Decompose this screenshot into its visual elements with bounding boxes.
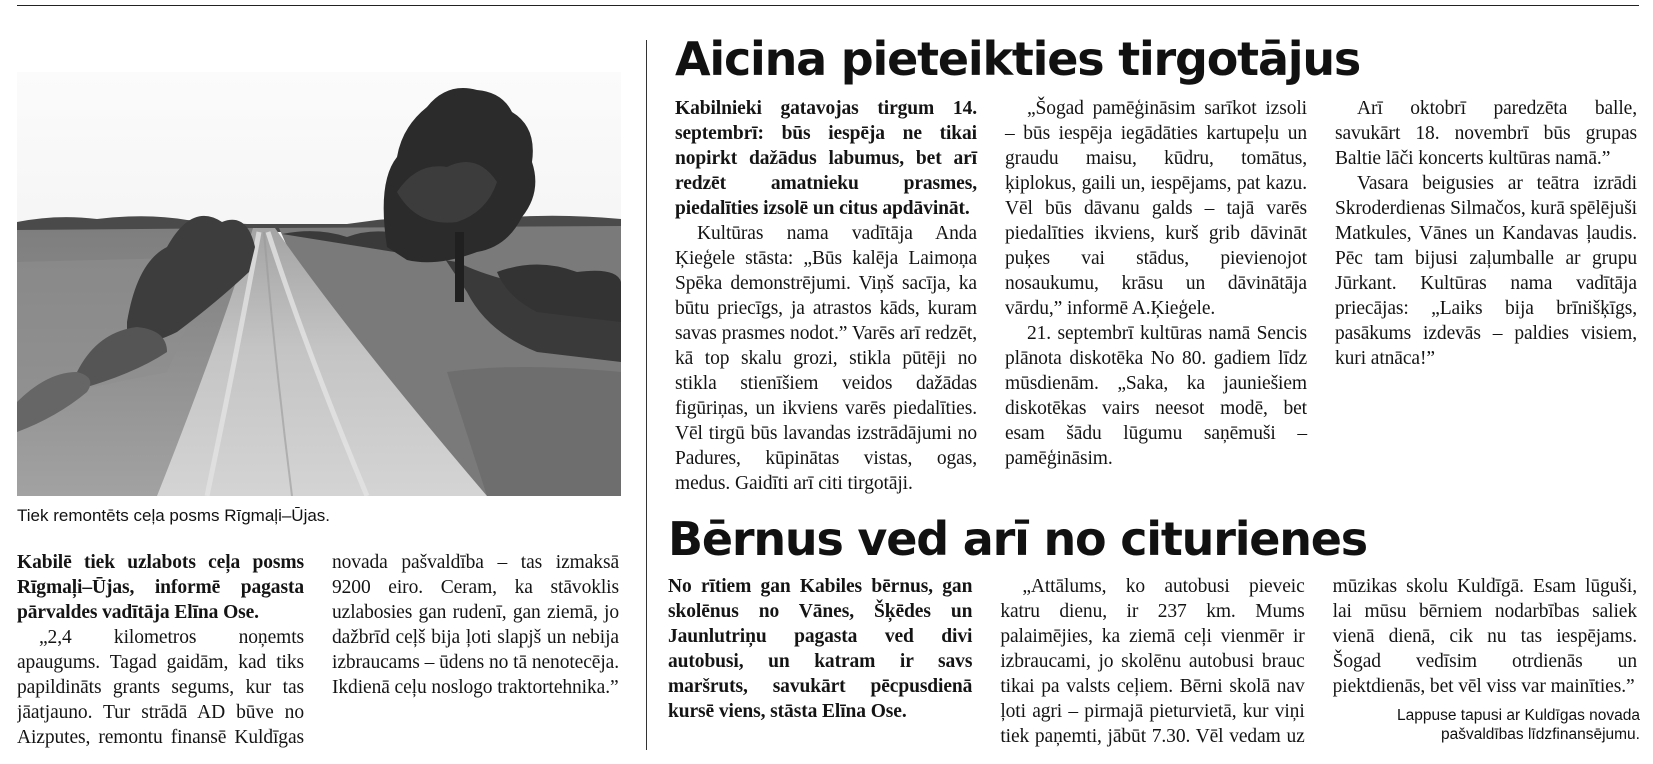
body-paragraph: „Šogad pamēģināsim sarīkot izsoli – būs iespēja iegādāties kartupeļu un graudu maisu, kūdru, tomātus, ķiplokus, gaili un, iespējams, pat kazu. Vēl būs dāvanu galds – tajā varēs piedalīties ikviens, kurš grib dāvināt puķes vai stādus, pievienojot nosaukumu, krāsu un dāvinātāja vārdu,” informē A.Ķieģele.: [1005, 98, 1307, 319]
body-paragraph: „2,4 kilometros noņemts apaugums. Tagad gaidām, kad tiks papildināts grants segums, kur tas jāatjauno. Tur strādā AD būve no Aizputes, remontu finansē Kuldīgas novada pašvaldība – tas izmaksā 9200 eiro. Ceram, ka stāvoklis uzlabosies gan rudenī, gan ziemā, jo dažbrīd ceļš bija ļoti slapjš un nebija izbraucams – ūdens no tā nenotecēja. Ikdienā ceļu noslogo traktortehnika.”: [17, 552, 619, 748]
body-paragraph: „Attālums, ko autobusi pieveic katru dienu, ir 237 km. Mums palaimējies, ka ziemā ceļi vienmēr ir izbraucami, jo skolēnu autobusi brauc tikai pa valsts ceļiem. Bērni skolā nav ļoti agri – pirmajā pieturvietā, kur viņi tiek paņemti, jābūt 7.30. Vēl vedam uz mūzikas skolu Kuldīgā. Esam lūguši, lai mūsu bērniem nodarbības saliek vienā dienā, cik nu tas iespējams. Šogad vedīsim otrdienās un piektdienās, bet vēl viss var mainīties.”: [1000, 576, 1637, 747]
lead-paragraph: No rītiem gan Kabiles bērnus, gan skolēnus no Vānes, Šķēdes un Jaunlutriņu pagasta ved divi autobusi, un katram ir savs maršruts, savukārt pēcpusdienā kursē viens, stāsta Elīna Ose.: [668, 576, 973, 722]
body-paragraph: Kultūras nama vadītāja Anda Ķieģele stāsta: „Būs kalēja Laimoņa Spēka demonstrējumi. Viņš sacīja, ka būtu priecīgs, ja atrastos kāds, kuram savas prasmes nodot.” Varēs arī redzēt, kā top skalu grozi, stikla pūtēji no stikla stienīšiem veidos dažādas figūriņas, un ikviens varēs piedalīties. Vēl tirgū būs lavandas izstrādājumi no Padures, kūpinātas vistas, ogas, medus. Gaidīti arī citi tirgotāji.: [675, 223, 977, 494]
lead-paragraph: Kabilē tiek uzlabots ceļa posms Rīgmaļi–Ūjas, informē pagasta pārvaldes vadītāja Elīna Ose.: [17, 552, 304, 623]
body-paragraph: 21. septembrī kultūras namā Sencis plānota diskotēka No 80. gadiem līdz mūsdienām. „Saka, ka jauniešiem diskotēkas vairs neesot modē, bet esam šādu lūgumu saņēmuši – pamēģināsim.: [1005, 323, 1307, 469]
road-photo: [17, 72, 621, 496]
funding-credit: Lappuse tapusi ar Kuldīgas novada pašvaldības līdzfinansējumu.: [1396, 707, 1640, 743]
body-paragraph: Vasara beigusies ar teātra izrādi Skroderdienas Silmačos, kurā spēlējuši Matkules, Vānes un Kandavas ļaudis. Pēc tam bijusi zaļumballe ar grupu Jūrkant. Kultūras nama vadītāja priecājas: „Laiks bija brīnišķīgs, pasākums izdevās – paldies visiem, kuri atnāca!”: [1335, 173, 1637, 369]
article-road-columns: [17, 550, 619, 752]
headline-traders: Aicina pieteikties tirgotājus: [675, 32, 1361, 86]
lead-paragraph: Kabilnieki gatavojas tirgum 14. septembrī: būs iespēja ne tikai nopirkt dažādus labumus, bet arī redzēt amatnieku prasmes, piedalīties izsolē un citus apdāvināt.: [675, 98, 977, 219]
article-traders-columns: [675, 96, 1637, 498]
headline-children: Bērnus ved arī no citurienes: [668, 512, 1367, 566]
photo-caption: Tiek remontēts ceļa posms Rīgmaļi–Ūjas.: [17, 506, 331, 525]
top-rule: [17, 5, 1639, 6]
column-separator: [646, 40, 647, 750]
body-paragraph: Arī oktobrī paredzēta balle, savukārt 18. novembrī būs grupas Baltie lāči koncerts kultūras namā.”: [1335, 98, 1637, 169]
